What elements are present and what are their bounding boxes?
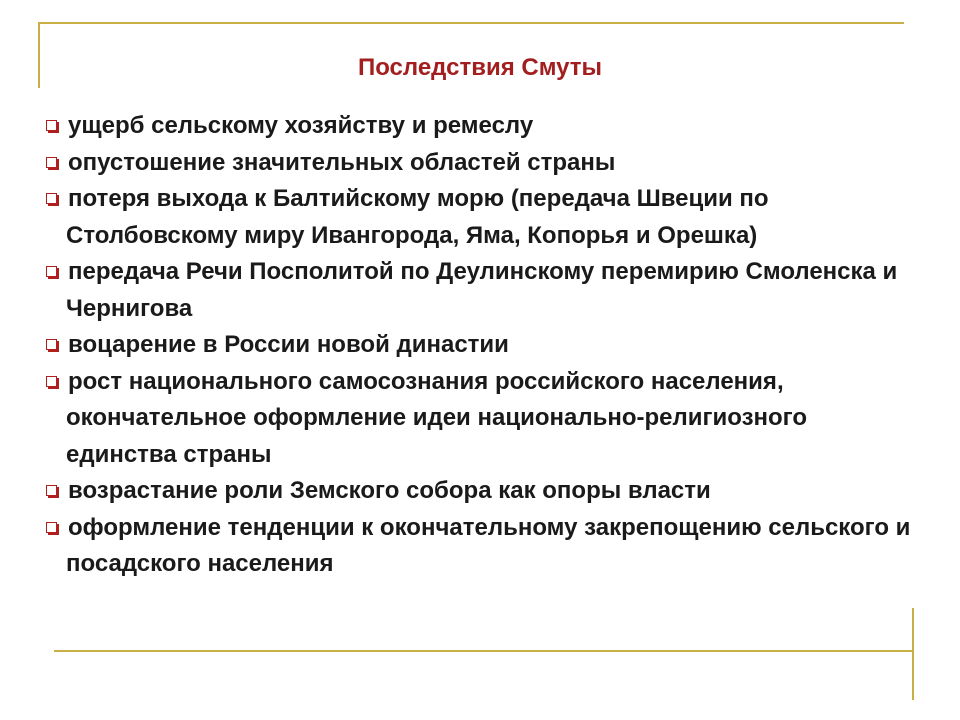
checkbox-bullet-icon bbox=[46, 339, 57, 350]
list-item bbox=[44, 145, 924, 182]
checkbox-bullet-icon bbox=[46, 485, 57, 496]
list-item-text: потеря выхода к Балтийскому морю (передача Швеции по Столбовскому миру Ивангорода, Яма, Копорья и Орешка) bbox=[66, 185, 769, 249]
list-item-text: оформление тенденции к окончательному закрепощению сельского и посадского населения bbox=[66, 513, 911, 577]
checkbox-bullet-icon bbox=[46, 193, 57, 204]
list-item bbox=[44, 327, 924, 364]
checkbox-bullet-icon bbox=[46, 266, 57, 277]
list-item bbox=[44, 181, 924, 254]
frame-right-line bbox=[912, 608, 914, 700]
list-item-text: опустошение значительных областей страны bbox=[68, 148, 616, 176]
list-item-text: воцарение в России новой династии bbox=[68, 331, 509, 358]
list-item-text: рост национального самосознания российского населения, окончательное оформление идеи национально-религиозного единства страны bbox=[66, 367, 807, 468]
frame-bottom-line bbox=[54, 650, 914, 652]
list-item-text: возрастание роли Земского собора как опоры власти bbox=[68, 477, 711, 504]
list-item bbox=[44, 254, 924, 327]
list-item-text: ущерб сельскому хозяйству и ремеслу bbox=[68, 112, 534, 139]
checkbox-bullet-icon bbox=[46, 522, 57, 533]
frame-top-line bbox=[38, 22, 904, 24]
consequences-list bbox=[44, 108, 924, 583]
list-item bbox=[44, 473, 924, 510]
checkbox-bullet-icon bbox=[46, 157, 57, 168]
list-item-text: передача Речи Посполитой по Деулинскому перемирию Смоленска и Чернигова bbox=[66, 258, 898, 322]
list-item bbox=[44, 510, 924, 583]
list-item bbox=[44, 364, 924, 474]
slide-title: Последствия Смуты bbox=[357, 54, 603, 81]
checkbox-bullet-icon bbox=[46, 376, 57, 387]
checkbox-bullet-icon bbox=[46, 120, 57, 131]
list-item bbox=[44, 108, 924, 145]
